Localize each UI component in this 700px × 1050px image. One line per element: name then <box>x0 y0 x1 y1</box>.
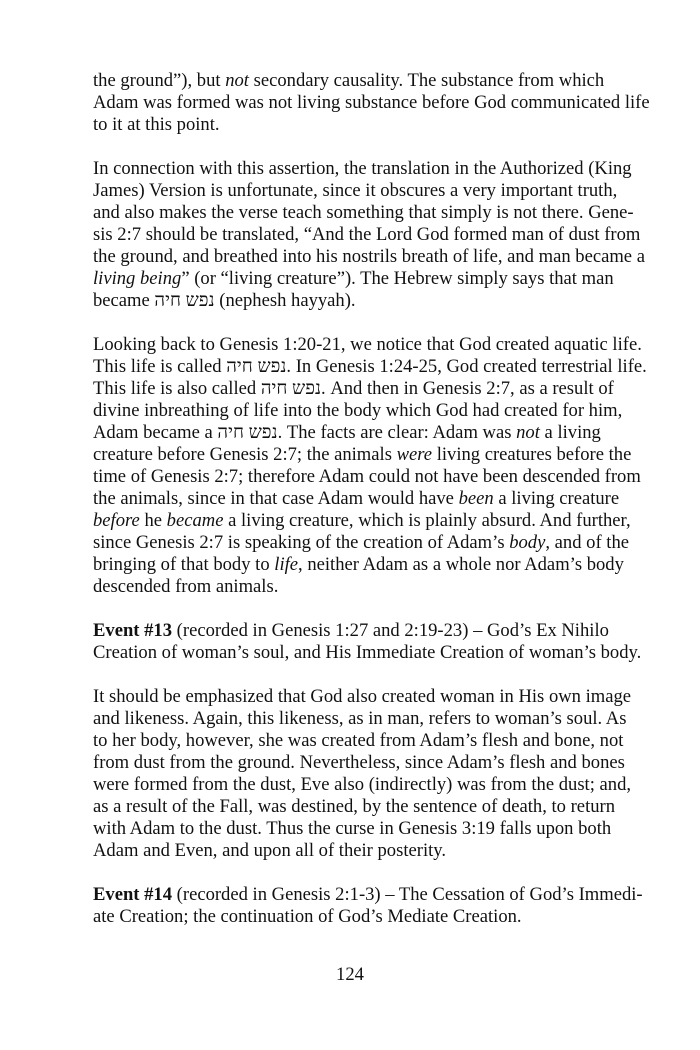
text-line <box>93 774 645 796</box>
text-line <box>93 620 645 642</box>
text-line <box>93 708 645 730</box>
text-line <box>93 554 645 576</box>
text-line <box>93 422 645 444</box>
page-number: 124 <box>336 964 364 985</box>
text-run: were formed from the dust, Eve also (indirectly) was from the dust; and, <box>93 774 632 795</box>
paragraph-gap <box>93 862 645 884</box>
text-line <box>93 202 645 224</box>
text-run: the animals, since in that case Adam would have <box>93 488 459 509</box>
text-run: secondary causality. The substance from which <box>248 70 605 91</box>
event-heading: Event #14 <box>93 884 173 905</box>
text-line <box>93 884 645 906</box>
text-line <box>93 906 645 928</box>
italic-text: were <box>396 444 433 465</box>
text-line <box>93 400 645 422</box>
paragraph-gap <box>93 598 645 620</box>
italic-text: before <box>93 510 140 531</box>
text-run: . The facts are clear: Adam was <box>277 422 517 443</box>
text-run: , neither Adam as a whole nor Adam’s body <box>298 554 624 575</box>
italic-text: became <box>166 510 224 531</box>
text-line <box>93 290 645 312</box>
hebrew-text: נפש חיה <box>217 422 278 443</box>
text-run: and also makes the verse teach something that simply is not there. Gene- <box>93 202 634 223</box>
text-run: the ground, and breathed into his nostrils breath of life, and man became a <box>93 246 645 267</box>
text-run: the ground”), but <box>93 70 226 91</box>
text-run: a living creature <box>493 488 620 509</box>
italic-text: not <box>516 422 540 443</box>
text-line <box>93 92 650 114</box>
text-run: ate Creation; the continuation of God’s Mediate Creation. <box>93 906 522 927</box>
text-run: (recorded in Genesis 2:1-3) – The Cessation of God’s Immedi- <box>172 884 643 905</box>
paragraph-gap <box>93 136 645 158</box>
text-run: to it at this point. <box>93 114 220 135</box>
text-run: bringing of that body to <box>93 554 275 575</box>
text-line <box>93 246 645 268</box>
text-run: time of Genesis 2:7; therefore Adam could not have been descended from <box>93 466 641 487</box>
text-run: from dust from the ground. Nevertheless, since Adam’s flesh and bones <box>93 752 625 773</box>
text-run: This life is also called <box>93 378 261 399</box>
text-run: Creation of woman’s soul, and His Immediate Creation of woman’s body. <box>93 642 642 663</box>
text-line <box>93 180 645 202</box>
text-line <box>93 70 645 92</box>
event-heading: Event #13 <box>93 620 173 641</box>
text-run: . In Genesis 1:24-25, God created terrestrial life. <box>286 356 647 377</box>
paragraph-1 <box>93 70 650 136</box>
text-run: to her body, however, she was created from Adam’s flesh and bone, not <box>93 730 624 751</box>
text-line <box>93 686 645 708</box>
hebrew-text: נפש חיה <box>260 378 322 399</box>
text-line <box>93 510 645 532</box>
text-run: It should be emphasized that God also created woman in His own image <box>93 686 632 707</box>
paragraph-6 <box>93 884 645 928</box>
text-line <box>93 268 645 290</box>
text-line <box>93 356 645 378</box>
text-line <box>93 642 645 664</box>
italic-text: been <box>458 488 494 509</box>
text-line <box>93 378 645 400</box>
text-line <box>93 532 645 554</box>
text-line <box>93 488 645 510</box>
paragraph-5 <box>93 686 645 862</box>
text-run: Adam was formed was not living substance before God communicated life <box>93 92 650 113</box>
paragraph-gap <box>93 312 645 334</box>
text-run: Adam became a <box>93 422 218 443</box>
text-run: became <box>93 290 155 311</box>
italic-text: not <box>225 70 249 91</box>
text-run: (nephesh hayyah). <box>214 290 356 311</box>
text-run: a living <box>539 422 601 443</box>
text-run: This life is called <box>93 356 227 377</box>
text-run: . And then in Genesis 2:7, as a result of <box>321 378 614 399</box>
text-line <box>93 224 645 246</box>
text-run: a living creature, which is plainly absurd. And further, <box>223 510 631 531</box>
text-run: James) Version is unfortunate, since it obscures a very important truth, <box>93 180 618 201</box>
paragraph-3 <box>93 334 645 598</box>
hebrew-text: נפש חיה <box>226 356 287 377</box>
italic-text: body <box>509 532 546 553</box>
text-run: since Genesis 2:7 is speaking of the creation of Adam’s <box>93 532 510 553</box>
page-body <box>93 70 650 928</box>
text-run: descended from animals. <box>93 576 279 597</box>
text-run: Looking back to Genesis 1:20-21, we notice that God created aquatic life. <box>93 334 642 355</box>
text-run: (recorded in Genesis 1:27 and 2:19-23) – God’s Ex Nihilo <box>172 620 609 641</box>
italic-text: living being <box>93 268 182 289</box>
text-run: sis 2:7 should be translated, “And the Lord God formed man of dust from <box>93 224 641 245</box>
text-line <box>93 818 645 840</box>
paragraph-gap <box>93 664 645 686</box>
text-line <box>93 840 645 862</box>
text-run: creature before Genesis 2:7; the animals <box>93 444 397 465</box>
italic-text: life <box>274 554 299 575</box>
paragraph-4 <box>93 620 645 664</box>
text-run: as a result of the Fall, was destined, by the sentence of death, to return <box>93 796 616 817</box>
text-line <box>93 752 645 774</box>
text-run: living creatures before the <box>432 444 632 465</box>
text-run: with Adam to the dust. Thus the curse in Genesis 3:19 falls upon both <box>93 818 612 839</box>
text-line <box>93 334 645 356</box>
text-run: divine inbreathing of life into the body which God had created for him, <box>93 400 623 421</box>
text-run: and likeness. Again, this likeness, as in man, refers to woman’s soul. As <box>93 708 627 729</box>
text-line <box>93 114 645 136</box>
text-line <box>93 444 645 466</box>
text-line <box>93 466 645 488</box>
text-run: Adam and Even, and upon all of their posterity. <box>93 840 447 861</box>
text-run: , and of the <box>545 532 630 553</box>
text-line <box>93 796 645 818</box>
text-run: he <box>139 510 167 531</box>
text-run: ” (or “living creature”). The Hebrew simply says that man <box>181 268 614 289</box>
text-line <box>93 158 645 180</box>
paragraph-2 <box>93 158 645 312</box>
text-run: In connection with this assertion, the translation in the Authorized (King <box>93 158 632 179</box>
text-line <box>93 576 645 598</box>
hebrew-text: נפש חיה <box>154 290 215 311</box>
text-line <box>93 730 645 752</box>
